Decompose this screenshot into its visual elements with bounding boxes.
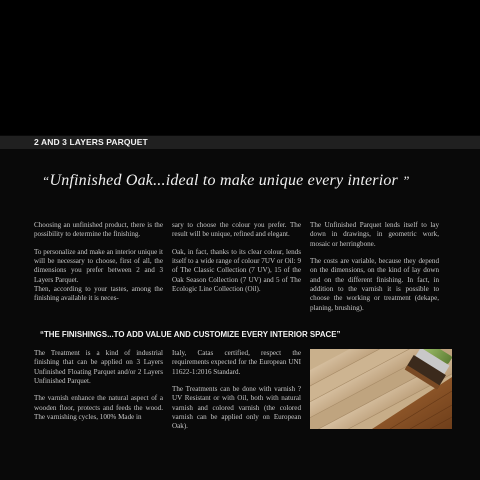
paragraph: Choosing an unfinished product, there is the possibility to determine the finishing.	[34, 221, 163, 239]
section-title: 2 AND 3 LAYERS PARQUET	[34, 137, 148, 147]
paragraph: The Treatment is a kind of industrial finishing that can be applied on 3 Layers Unfinished Floating Parquet and/or 2 Layers Unfinished Parquet.	[34, 349, 163, 386]
intro-column-1	[34, 221, 163, 312]
paragraph: The Treatments can be done with varnish ? UV Resistant or with Oil, both with natural varnish and colored varnish (the colored varnish can be applied only on European Oak).	[172, 385, 301, 431]
finishings-column-2	[172, 349, 301, 440]
intro-column-3	[310, 221, 439, 321]
varnish-brush-photo	[310, 349, 452, 429]
paragraph: Then, according to your tastes, among the finishing available it is neces-	[34, 285, 163, 303]
paragraph: To personalize and make an interior unique it will be necessary to choose, first of all, the dimensions you prefer between 2 and 3 Layers Parquet.	[34, 247, 163, 284]
intro-column-2	[172, 221, 301, 302]
finishings-column-1	[34, 349, 163, 430]
paragraph: The varnish enhance the natural aspect of a wooden floor, protects and feeds the wood. The varnishing cycles, 100% Made in	[34, 394, 163, 422]
script-heading	[42, 172, 410, 190]
paragraph: Oak, in fact, thanks to its clear colour, lends itself to a wide range of colour 7UV or Oil: 9 of The Classic Collection (7 UV), 15 of the Oak Season Collection (7 UV) and 5 of The Ecologic Line Collection (Oil).	[172, 247, 301, 294]
close-quote: ”	[402, 173, 410, 188]
paragraph: The Unfinished Parquet lends itself to lay down in drawings, in geometric work, mosaic or herringbone.	[310, 221, 439, 248]
finishings-heading: “THE FINISHINGS...TO ADD VALUE AND CUSTOMIZE EVERY INTERIOR SPACE”	[40, 330, 341, 339]
open-quote: “	[42, 173, 50, 188]
varnish-brush-image	[310, 349, 452, 429]
paragraph: The costs are variable, because they depend on the dimensions, on the kind of lay down and on the different finishing. In fact, in addition to the varnish it is possible to choose the working or treatment (dekape, planing, brushing).	[310, 257, 439, 312]
script-heading-text: Unfinished Oak...ideal to make unique every interior	[49, 172, 398, 189]
paragraph: sary to choose the colour you prefer. The result will be unique, refined and elegant.	[172, 221, 301, 239]
header-blank-area	[0, 0, 480, 135]
paragraph: Italy, Catas certified, respect the requirements expected for the European UNI 11622-1:2016 Standard.	[172, 349, 301, 376]
